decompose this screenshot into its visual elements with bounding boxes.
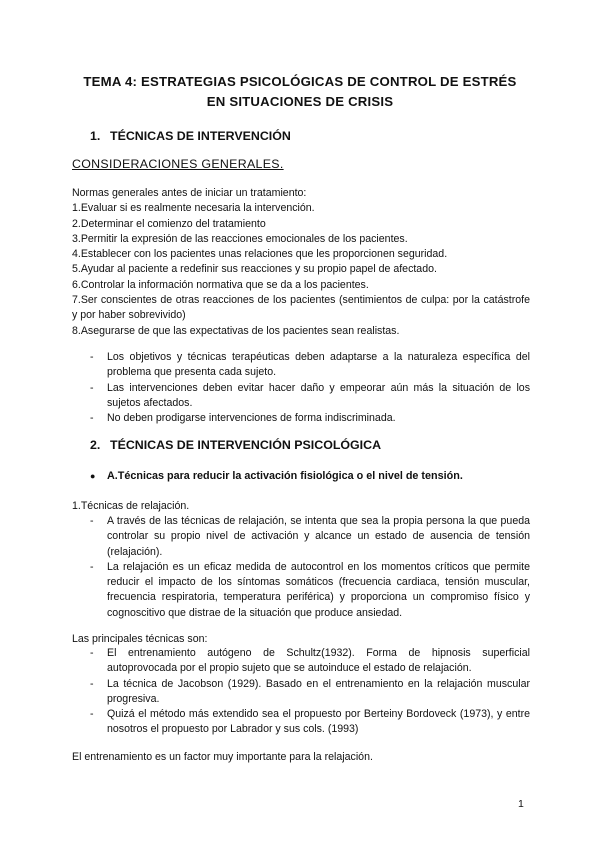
norm-item: 5.Ayudar al paciente a redefinir sus reacciones y su propio papel de afectado. (72, 263, 437, 276)
document-title (60, 72, 540, 112)
norms-intro: Normas generales antes de iniciar un tratamiento: (72, 187, 307, 199)
dash-marker: - (90, 515, 94, 527)
norm-item: 2.Determinar el comienzo del tratamiento (72, 217, 266, 230)
relaxation-list (72, 514, 530, 621)
considerations-list (72, 350, 530, 426)
list-item-text: La relajación es un eficaz medida de autocontrol en los momentos críticos que permite reducir el impacto de los síntomas somáticos (frecuencia cardiaca, tensión muscular, frecuencia respiratoria, temperatura periférica) y proporciona un compromiso físico y cognoscitivo que distrae de la situación que produce ansiedad. (107, 560, 530, 619)
list-item-text: Quizá el método más extendido sea el propuesto por Berteiny Bordoveck (1973), y entre nosotros el propuesto por Labrador y sus cols. (1993) (107, 708, 530, 736)
main-techniques-title-text: Las principales técnicas son: (72, 633, 208, 645)
dash-marker: - (90, 351, 94, 363)
list-item-text: El entrenamiento autógeno de Schultz(1932). Forma de hipnosis superficial autoprovocada por el propio sujeto que se autoinduce el estado de relajación. (107, 647, 530, 675)
dash-marker: - (90, 381, 94, 394)
title-line-2: EN SITUACIONES DE CRISIS (206, 94, 394, 109)
list-item (72, 514, 530, 560)
list-item (72, 381, 530, 412)
list-item-text: No deben prodigarse intervenciones de forma indiscriminada. (107, 412, 396, 425)
list-item (72, 677, 530, 708)
closing-paragraph (72, 750, 530, 765)
section-1-title: TÉCNICAS DE INTERVENCIÓN (110, 129, 291, 143)
title-line-1: TEMA 4: ESTRATEGIAS PSICOLÓGICAS DE CONTROL DE ESTRÉS (83, 74, 517, 89)
dash-marker: - (90, 647, 94, 659)
list-item (72, 350, 530, 381)
list-item-text: A través de las técnicas de relajación, se intenta que sea la propia persona la que pueda controlar su propio nivel de activación y alcance un estado de ausencia de tensión (relajación). (107, 515, 530, 558)
bullet-heading-text: A.Técnicas para reducir la activación fisiológica o el nivel de tensión. (107, 470, 463, 482)
norms-block (72, 186, 530, 339)
dash-marker: - (90, 560, 94, 573)
main-techniques-title (72, 632, 530, 647)
bullet-heading (90, 470, 463, 482)
page-number: 1 (518, 798, 524, 810)
bullet-icon: ● (90, 471, 96, 481)
norm-item: 6.Controlar la información normativa que se da a los pacientes. (72, 278, 369, 291)
section-1-heading (90, 128, 291, 144)
dash-marker: - (90, 412, 94, 425)
norm-item: 4.Establecer con los pacientes unas relaciones que les proporcionen seguridad. (72, 248, 448, 261)
relaxation-title (72, 499, 530, 514)
norm-item: 8.Asegurarse de que las expectativas de los pacientes sean realistas. (72, 324, 400, 337)
section-1-number: 1. (90, 129, 101, 143)
dash-marker: - (90, 708, 94, 721)
dash-marker: - (90, 677, 94, 690)
list-item (72, 707, 530, 738)
list-item (72, 646, 530, 677)
main-techniques-list (72, 646, 530, 738)
section-2-title: TÉCNICAS DE INTERVENCIÓN PSICOLÓGICA (110, 438, 382, 452)
norm-item: 1.Evaluar si es realmente necesaria la intervención. (72, 202, 315, 215)
norm-item: 7.Ser conscientes de otras reacciones de los pacientes (sentimientos de culpa: por la catástrofe y por haber sobrevivido) (72, 294, 530, 322)
list-item-text: Las intervenciones deben evitar hacer daño y empeorar aún más la situación de los sujetos afectados. (107, 381, 530, 409)
relaxation-title-text: 1.Técnicas de relajación. (72, 500, 190, 512)
list-item (72, 411, 530, 426)
section-2-heading (90, 437, 381, 453)
list-item-text: La técnica de Jacobson (1929). Basado en el entrenamiento en la relajación muscular progresiva. (107, 677, 530, 705)
list-item-text: Los objetivos y técnicas terapéuticas deben adaptarse a la naturaleza específica del problema que presenta cada sujeto. (107, 351, 530, 379)
subheading-general-considerations: CONSIDERACIONES GENERALES. (72, 157, 284, 171)
norm-item: 3.Permitir la expresión de las reacciones emocionales de los pacientes. (72, 232, 408, 245)
section-2-number: 2. (90, 438, 101, 452)
list-item (72, 560, 530, 621)
closing-text: El entrenamiento es un factor muy importante para la relajación. (72, 751, 373, 763)
